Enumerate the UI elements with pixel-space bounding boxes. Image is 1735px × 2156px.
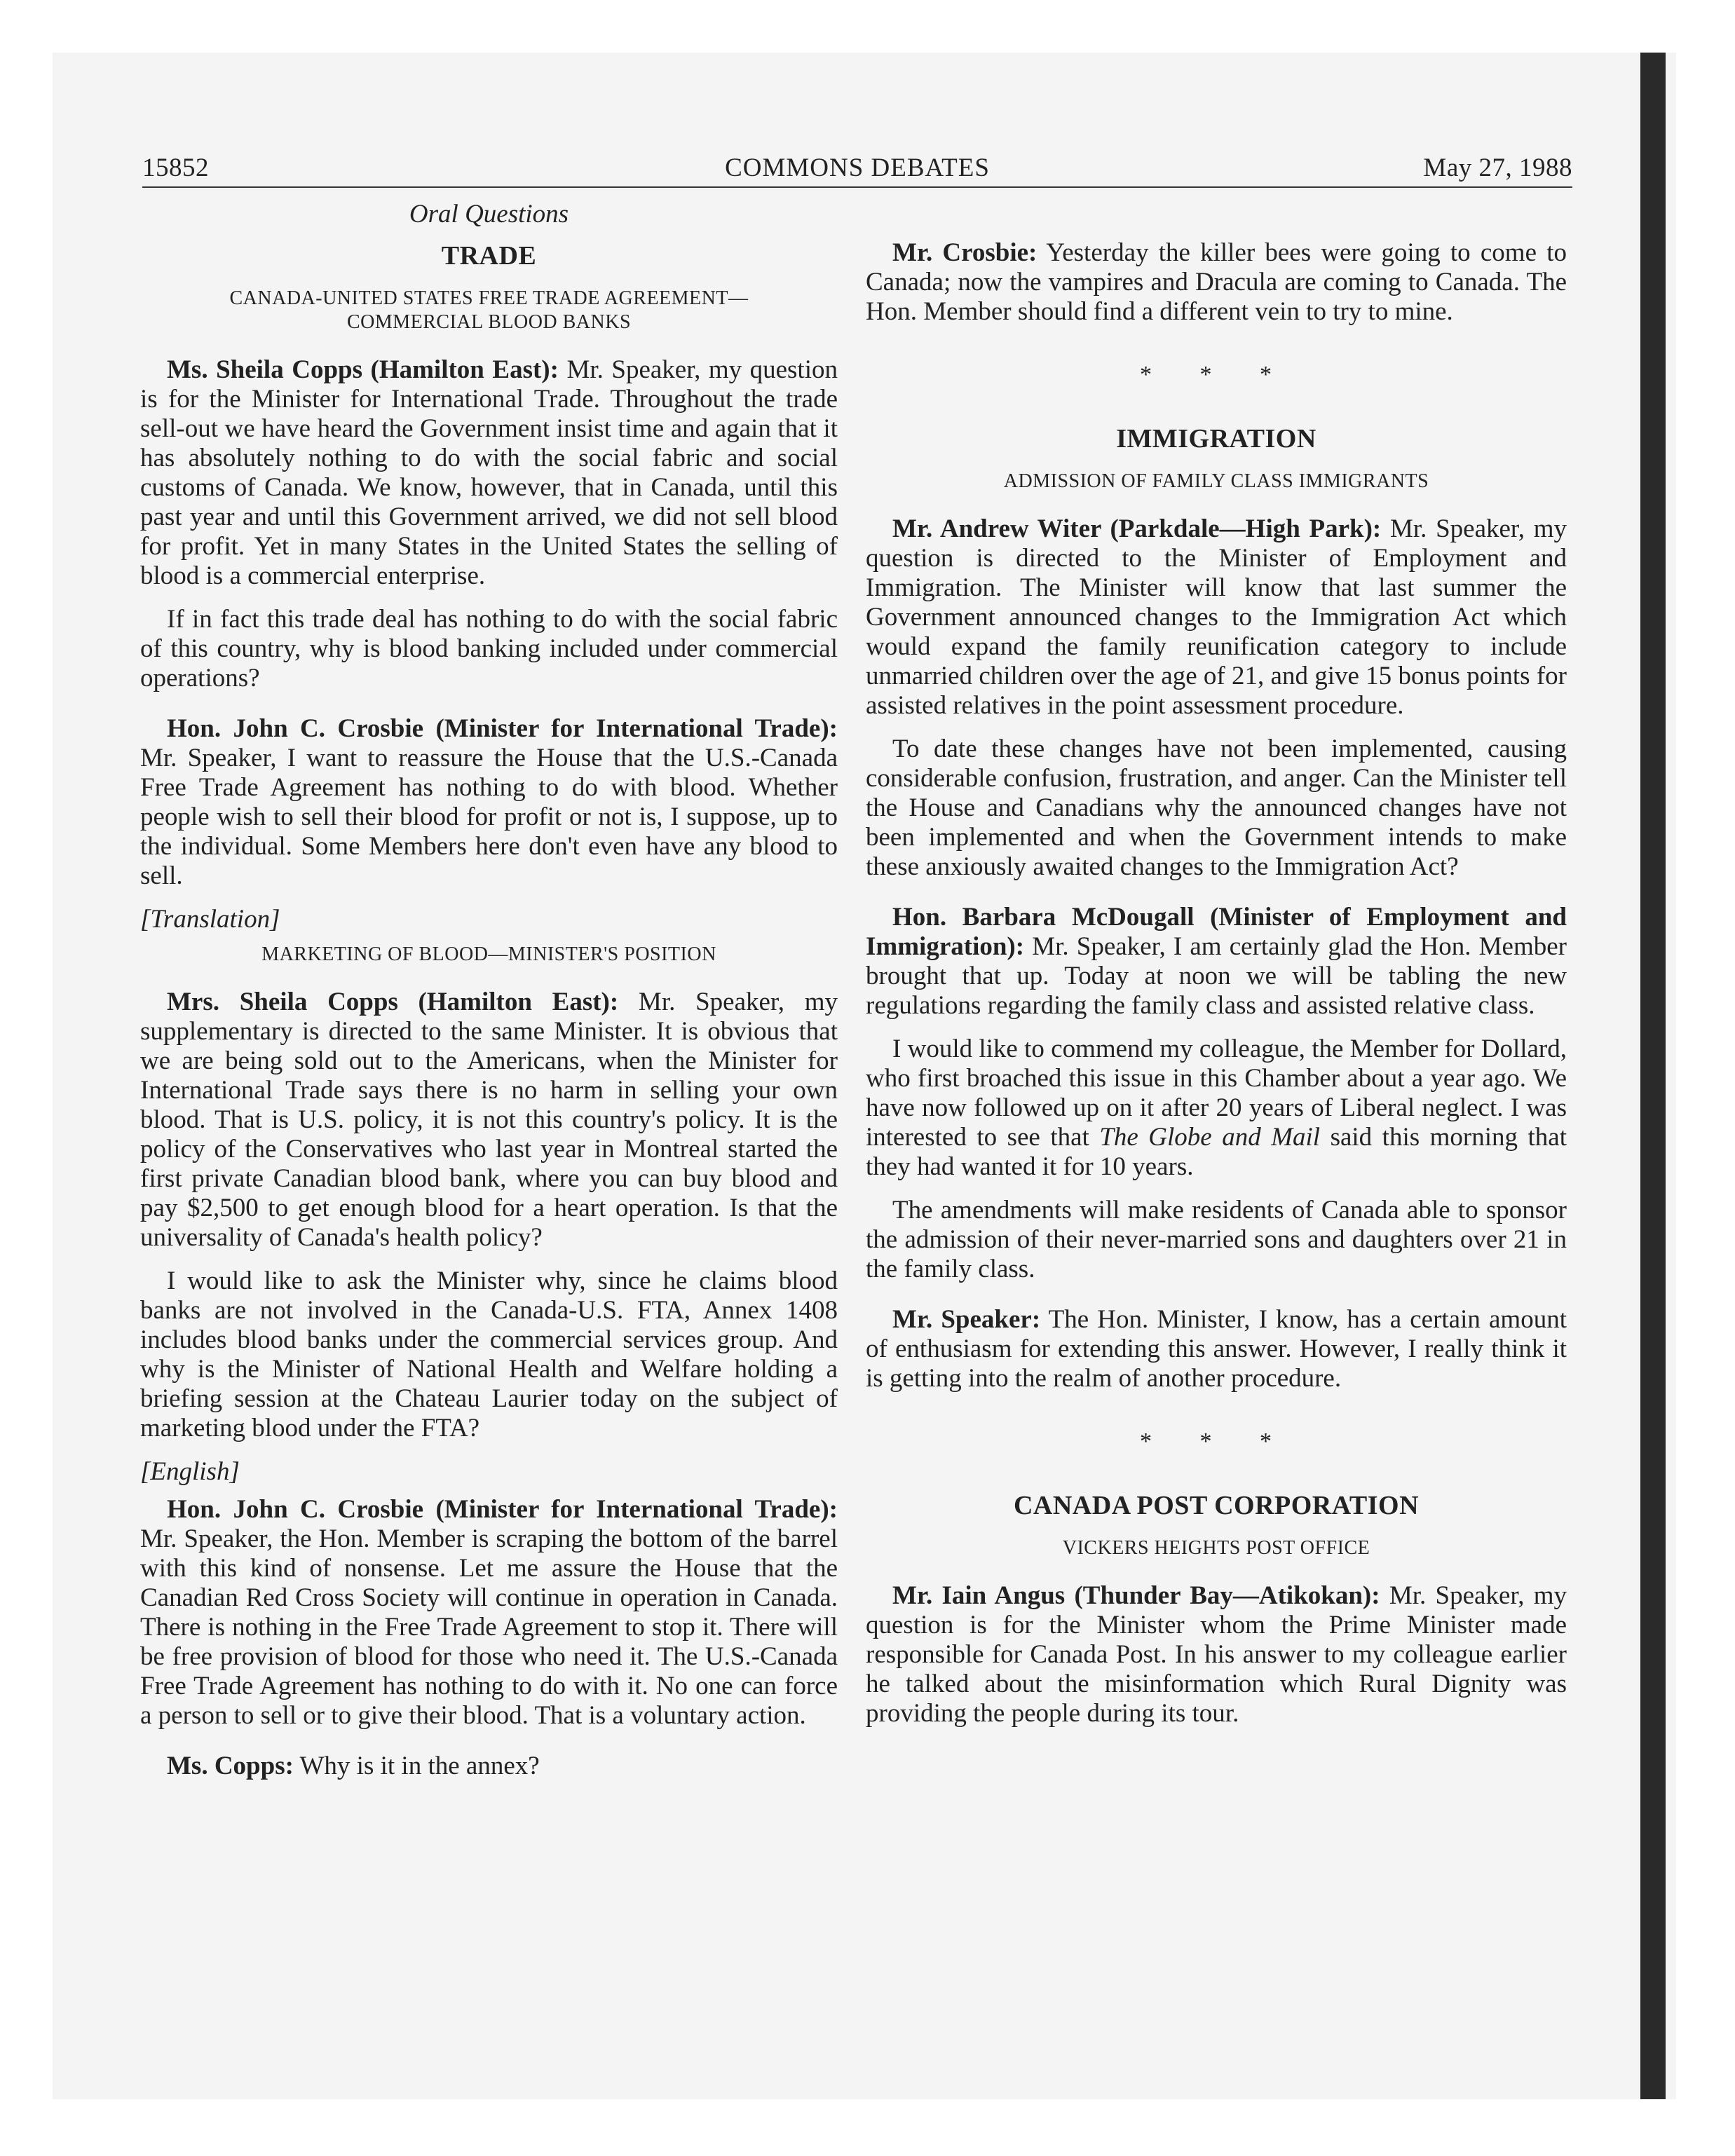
paragraph (866, 1581, 1567, 1728)
paragraph: I would like to ask the Minister why, since he claims blood banks are not involved in the Canada-U.S. FTA, Annex 1408 includes blood banks under the commercial services group. And why is the Minister of National Health and Welfare holding a briefing session at the Chateau Laurier today on the subject of marketing blood under the FTA? (140, 1267, 838, 1442)
speech-text: Yesterday the killer bees were going to come to Canada; now the vampires and Dracula are coming to Canada. The Hon. Member should find a different vein to try to mine. (866, 238, 1567, 326)
section-label: Oral Questions (409, 200, 569, 228)
paragraph: The amendments will make residents of Canada able to sponsor the admission of their never-married sons and daughters over 21 in the family class. (866, 1196, 1567, 1283)
page-number: 15852 (142, 153, 209, 182)
subheading-line-2: COMMERCIAL BLOOD BANKS (346, 311, 632, 333)
english-marker: [English] (140, 1457, 240, 1486)
heading-immigration: IMMIGRATION (1116, 424, 1316, 453)
speaker-name: Mr. Speaker: (892, 1305, 1041, 1334)
paragraph (866, 1305, 1567, 1393)
speaker-name: Mr. Andrew Witer (Parkdale—High Park): (892, 514, 1382, 543)
speech-text: Mr. Speaker, my question is for the Minister whom the Prime Minister made responsible for Canada Post. In his answer to my colleague earlier he talked about the misinformation which Rural Dignity was providing the people during its tour. (866, 1581, 1567, 1728)
right-column (866, 238, 1567, 1728)
paragraph (866, 1035, 1567, 1182)
section-separator: * * * (1140, 362, 1293, 388)
paragraph (140, 1495, 838, 1731)
speaker-name: Ms. Copps: (167, 1752, 294, 1780)
section-separator: * * * (1140, 1428, 1293, 1454)
speaker-name: Mrs. Sheila Copps (Hamilton East): (167, 988, 619, 1016)
paragraph (140, 1752, 838, 1781)
paragraph (866, 514, 1567, 721)
paragraph (866, 903, 1567, 1021)
subheading-marketing-blood: MARKETING OF BLOOD—MINISTER'S POSITION (261, 943, 716, 965)
page-date: May 27, 1988 (1423, 153, 1572, 182)
heading-trade: TRADE (441, 241, 537, 271)
speech-text: Mr. Speaker, my supplementary is directed to the same Minister. It is obvious that we are being sold out to the Americans, when the Minister for International Trade says there is no harm in selling your own blood. That is U.S. policy, it is not this country's policy. It is the policy of the Conservatives who last year in Montreal started the first private Canadian blood bank, where you can buy blood and pay $2,500 to get enough blood for a heart operation. Is that the universality of Canada's health policy? (140, 988, 838, 1252)
paragraph: If in fact this trade deal has nothing to do with the social fabric of this country, why is blood banking included under commercial operations? (140, 605, 838, 692)
publication-name: The Globe and Mail (1099, 1123, 1321, 1152)
subheading-line-1: CANADA-UNITED STATES FREE TRADE AGREEMENT— (229, 287, 749, 309)
speech-text: Mr. Speaker, I want to reassure the House that the U.S.-Canada Free Trade Agreement has nothing to do with blood. Whether people wish to sell their blood for profit or not is, I suppose, up to the individual. Some Members here don't even have any blood to sell. (140, 744, 838, 890)
speaker-name: Hon. Barbara McDougall (Minister of Employment and Immigration): (866, 903, 1567, 961)
heading-canada-post: CANADA POST CORPORATION (1013, 1491, 1420, 1520)
paragraph (140, 355, 838, 591)
subheading-family-class: ADMISSION OF FAMILY CLASS IMMIGRANTS (1003, 470, 1429, 492)
paragraph (866, 238, 1567, 327)
speaker-name: Hon. John C. Crosbie (Minister for International Trade): (167, 714, 838, 743)
speaker-name: Mr. Crosbie: (892, 238, 1037, 267)
speaker-name: Hon. John C. Crosbie (Minister for International Trade): (167, 1495, 838, 1524)
paragraph (140, 988, 838, 1253)
translation-marker: [Translation] (140, 905, 280, 934)
speech-text: I would like to commend my colleague, the Member for Dollard, who first broached this issue in this Chamber about a year ago. We have now followed up on it after 20 years of Liberal neglect. I was interested to see that (866, 1035, 1567, 1152)
speaker-name: Mr. Iain Angus (Thunder Bay—Atikokan): (892, 1581, 1380, 1610)
speech-text: Mr. Speaker, the Hon. Member is scraping the bottom of the barrel with this kind of nonsense. Let me assure the House that the Canadian Red Cross Society will continue in operation in Canada. There is nothing in the Free Trade Agreement to stop it. There will be free provision of blood for those who need it. The U.S.-Canada Free Trade Agreement has nothing to do with it. No one can force a person to sell or to give their blood. That is a voluntary action. (140, 1524, 838, 1730)
left-column (140, 200, 838, 1781)
publication-title: COMMONS DEBATES (725, 153, 990, 182)
scan-edge-bar (1640, 53, 1666, 2099)
speech-text: The Hon. Minister, I know, has a certain amount of enthusiasm for extending this answer. However, I really think it is getting into the realm of another procedure. (866, 1305, 1567, 1393)
paragraph: To date these changes have not been implemented, causing considerable confusion, frustration, and anger. Can the Minister tell the House and Canadians why the announced changes have not been implemented and when the Government intends to make these anxiously awaited changes to the Immigration Act? (866, 735, 1567, 881)
speaker-name: Ms. Sheila Copps (Hamilton East): (167, 355, 559, 384)
speech-text: said this morning that they had wanted it for 10 years. (866, 1123, 1567, 1181)
speech-text: Mr. Speaker, my question is for the Minister for International Trade. Throughout the trade sell-out we have heard the Government insist time and again that it has absolutely nothing to do with the social fabric and social customs of Canada. We know, however, that in Canada, until this past year and until this Government arrived, we did not sell blood for profit. Yet in many States in the United States the selling of blood is a commercial enterprise. (140, 355, 838, 590)
subheading-post-office: VICKERS HEIGHTS POST OFFICE (1062, 1537, 1370, 1559)
paragraph (140, 714, 838, 891)
speech-text: Why is it in the annex? (293, 1752, 540, 1780)
speech-text: Mr. Speaker, my question is directed to the Minister of Employment and Immigration. The Minister will know that last summer the Government announced changes to the Immigration Act which would expand the family reunification category to include unmarried children over the age of 21, and give 15 bonus points for assisted relatives in the point assessment procedure. (866, 514, 1567, 720)
page-header (142, 153, 1572, 188)
speech-text: Mr. Speaker, I am certainly glad the Hon. Member brought that up. Today at noon we will be tabling the new regulations regarding the family class and assisted relative class. (866, 932, 1567, 1020)
